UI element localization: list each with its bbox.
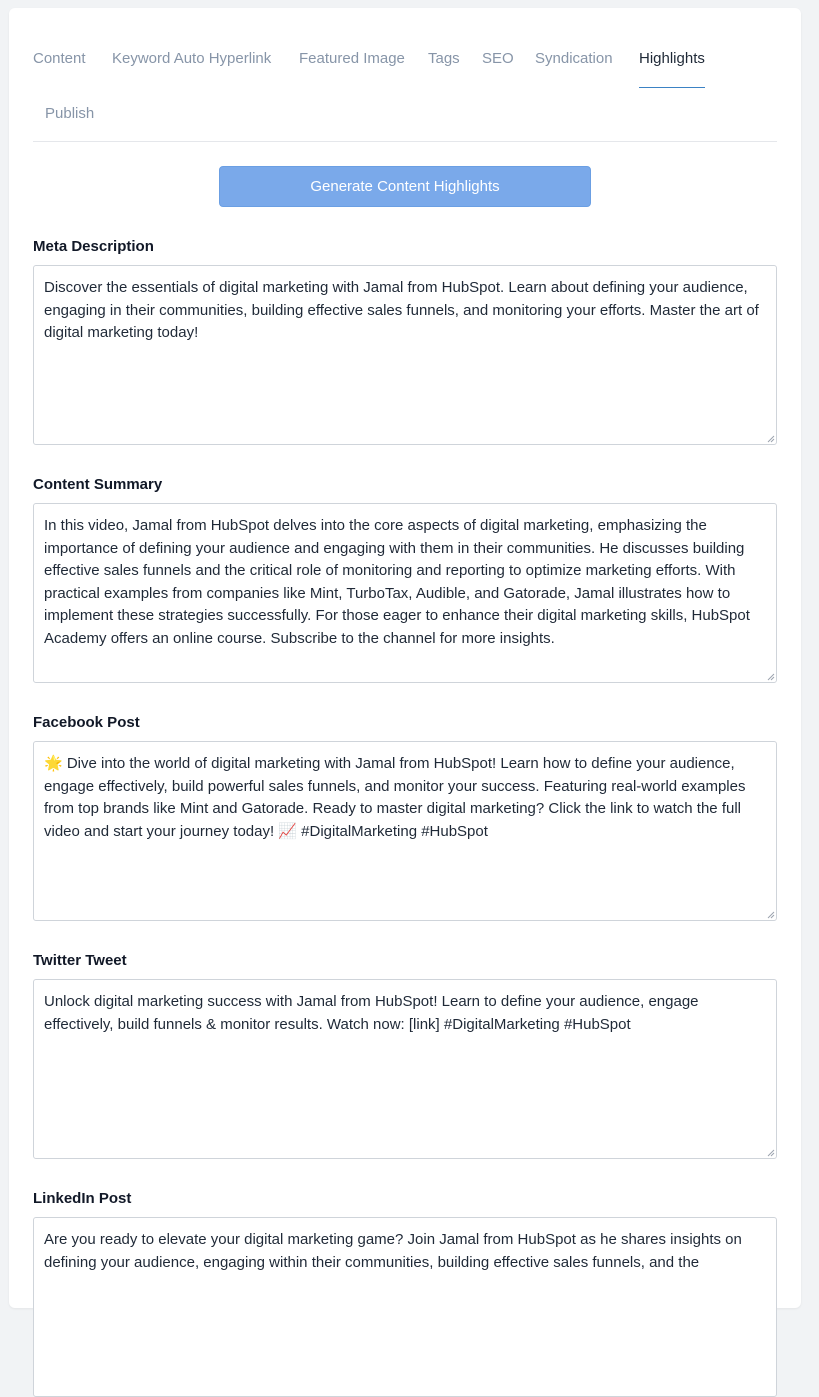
tab-highlights[interactable]: Highlights xyxy=(639,36,705,88)
facebook-post-text: 🌟 Dive into the world of digital marketing with Jamal from HubSpot! Learn how to define your audience, engage effectively, build powerful sales funnels, and monitor your success. Featuring real-world examples from top brands like Mint and Gatorade. Ready to master digital marketing? Click the link to watch the full video and start your journey today! 📈 #DigitalMarketing #HubSpot xyxy=(44,755,746,840)
content-summary-label: Content Summary xyxy=(33,476,163,493)
generate-content-highlights-button[interactable]: Generate Content Highlights xyxy=(219,166,591,207)
tab-bar xyxy=(33,36,777,142)
highlights-panel xyxy=(9,8,801,1308)
facebook-post-label: Facebook Post xyxy=(33,714,140,731)
linkedin-post-text: Are you ready to elevate your digital marketing game? Join Jamal from HubSpot as he shares insights on defining your audience, engaging within their communities, building effective sales funnels, and the xyxy=(44,1231,742,1271)
linkedin-post-textarea[interactable] xyxy=(33,1217,777,1397)
content-summary-text: In this video, Jamal from HubSpot delves into the core aspects of digital marketing, emphasizing the importance of defining your audience and engaging with them in their communities. He discusses building effective sales funnels and the critical role of monitoring and reporting to optimize marketing efforts. With practical examples from companies like Mint, TurboTax, Audible, and Gatorade, Jamal illustrates how to implement these strategies successfully. For those eager to enhance their digital marketing skills, HubSpot Academy offers an online course. Subscribe to the channel for more insights. xyxy=(44,517,750,647)
tab-featured-image[interactable]: Featured Image xyxy=(299,50,405,67)
tab-publish[interactable]: Publish xyxy=(45,105,95,122)
meta-description-text: Discover the essentials of digital marketing with Jamal from HubSpot. Learn about defining your audience, engaging in their communities, building effective sales funnels, and monitoring your efforts. Master the art of digital marketing today! xyxy=(44,279,759,342)
tab-syndication[interactable]: Syndication xyxy=(535,50,613,67)
resize-handle-icon[interactable] xyxy=(766,910,775,919)
content-summary-textarea[interactable] xyxy=(33,503,777,683)
linkedin-post-label: LinkedIn Post xyxy=(33,1190,132,1207)
tab-keyword-auto-hyperlink[interactable]: Keyword Auto Hyperlink xyxy=(112,50,272,67)
twitter-tweet-text: Unlock digital marketing success with Jamal from HubSpot! Learn to define your audience, engage effectively, build funnels & monitor results. Watch now: [link] #DigitalMarketing #HubSpot xyxy=(44,993,699,1033)
meta-description-textarea[interactable] xyxy=(33,265,777,445)
meta-description-label: Meta Description xyxy=(33,238,154,255)
tab-content[interactable]: Content xyxy=(33,50,86,67)
tab-tags[interactable]: Tags xyxy=(428,50,460,67)
resize-handle-icon[interactable] xyxy=(766,672,775,681)
facebook-post-textarea[interactable] xyxy=(33,741,777,921)
resize-handle-icon[interactable] xyxy=(766,434,775,443)
tab-seo[interactable]: SEO xyxy=(482,50,514,67)
twitter-tweet-textarea[interactable] xyxy=(33,979,777,1159)
twitter-tweet-label: Twitter Tweet xyxy=(33,952,127,969)
resize-handle-icon[interactable] xyxy=(766,1148,775,1157)
